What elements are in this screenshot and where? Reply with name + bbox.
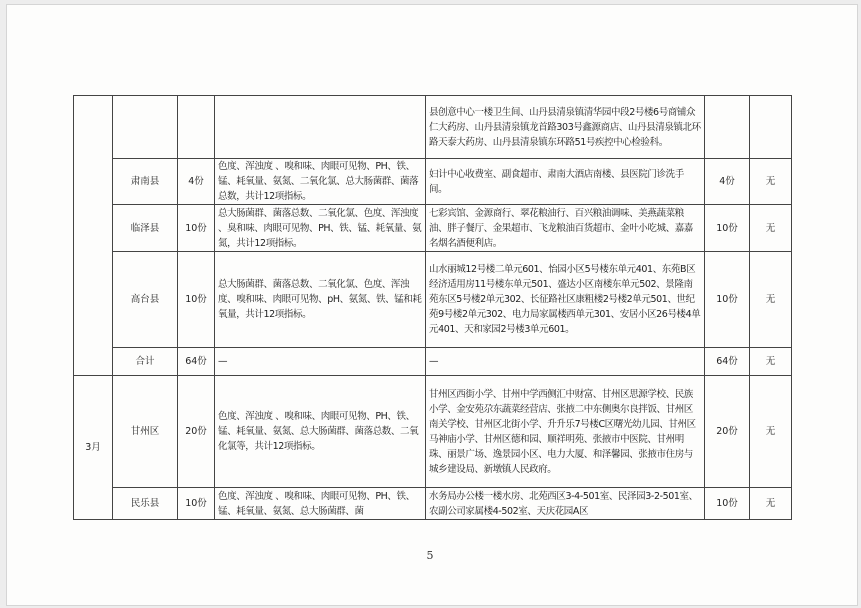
items-cell: — bbox=[215, 348, 426, 376]
table-row bbox=[74, 376, 792, 488]
locations-cell: 水务局办公楼一楼水房、北苑西区3-4-501室、民泽园3-2-501室、农副公司家属楼4-502室、天庆花园A区 bbox=[426, 488, 705, 520]
county-cell: 合计 bbox=[113, 348, 178, 376]
month-cell: 3月 bbox=[74, 376, 113, 520]
items-cell: 总大肠菌群、菌落总数、二氧化氯、色度、浑浊度、嗅和味、肉眼可见物、pH、氨氮、铁、锰和耗氧量，共计12项指标。 bbox=[215, 252, 426, 348]
unqualified-cell: 无 bbox=[750, 348, 792, 376]
unqualified-cell: 无 bbox=[750, 376, 792, 488]
qualified-cell: 20份 bbox=[705, 376, 750, 488]
locations-cell: 七彩宾馆、金源商行、翠花粮油行、百兴粮油调味、美燕蔬菜粮油、胖子餐厅、金果超市、飞龙粮油百货超市、金叶小吃城、嘉嘉名烟名酒便利店。 bbox=[426, 205, 705, 252]
samples-cell: 10份 bbox=[178, 252, 215, 348]
page-number: 5 bbox=[426, 549, 434, 562]
locations-cell: 甘州区西街小学、甘州中学西侧汇中财富、甘州区思源学校、民族小学、金安苑尕东蔬菜经营店、张掖二中东侧奥尔良拌饭、甘州区南关学校、甘州区北街小学、升升乐7号楼C区曙光幼儿园、甘州区马神庙小学、甘州区德和园、顺祥明苑、张掖市中医院、甘州明珠、丽景广场、逸景园小区、电力大厦、和泽馨园、张掖市住房与城乡建设局、新墩镇人民政府。 bbox=[426, 376, 705, 488]
unqualified-cell: 无 bbox=[750, 488, 792, 520]
locations-cell: 山水丽城12号楼二单元601、怡园小区5号楼东单元401、东苑B区经济适用房11号楼东单元501、盛达小区南楼东单元502、景隆南苑东区5号楼2单元302、长征路社区康粗楼2号楼2单元501、世纪苑9号楼2单元302、电力局家属楼西单元301、安居小区26号楼4单元401、天和家园2号楼3单元601。 bbox=[426, 252, 705, 348]
county-cell: 甘州区 bbox=[113, 376, 178, 488]
locations-cell: 县创意中心一楼卫生间、山丹县清泉镇清华园中段2号楼6号商铺众仁大药房、山丹县清泉镇龙首路303号鑫源商店、山丹县清泉镇北环路天泰大药房、山丹县清泉镇东环路51号疾控中心检验科。 bbox=[426, 96, 705, 159]
qualified-cell: 64份 bbox=[705, 348, 750, 376]
items-cell: 色度、浑浊度 、嗅和味、肉眼可见物、PH、铁、锰、耗氧量、氨氮、总大肠菌群、菌 bbox=[215, 488, 426, 520]
qualified-cell: 4份 bbox=[705, 159, 750, 205]
qualified-cell: 10份 bbox=[705, 252, 750, 348]
table-row bbox=[74, 159, 792, 205]
table-row bbox=[74, 348, 792, 376]
locations-cell: — bbox=[426, 348, 705, 376]
county-cell: 临泽县 bbox=[113, 205, 178, 252]
items-cell: 色度、浑浊度 、嗅和味、肉眼可见物、PH、铁、锰、耗氧量、氨氮、总大肠菌群、菌落总数、二氧化氯等，共计12项指标。 bbox=[215, 376, 426, 488]
unqualified-cell: 无 bbox=[750, 205, 792, 252]
qualified-cell: 10份 bbox=[705, 205, 750, 252]
inspection-table bbox=[73, 95, 792, 520]
samples-cell: 10份 bbox=[178, 488, 215, 520]
samples-cell: 10份 bbox=[178, 205, 215, 252]
samples-cell: 20份 bbox=[178, 376, 215, 488]
locations-cell: 妇计中心收费室、副食超市、肃南大酒店南楼、县医院门诊洗手间。 bbox=[426, 159, 705, 205]
table-row bbox=[74, 252, 792, 348]
samples-cell: 4份 bbox=[178, 159, 215, 205]
table-row bbox=[74, 488, 792, 520]
items-cell: 总大肠菌群、菌落总数、二氧化氯、色度、浑浊度 、臭和味、肉眼可见物、PH、铁、锰、耗氧量、氨氮，共计12项指标。 bbox=[215, 205, 426, 252]
qualified-cell: 10份 bbox=[705, 488, 750, 520]
table-row bbox=[74, 205, 792, 252]
month-cell bbox=[74, 96, 113, 376]
table-row bbox=[74, 96, 792, 159]
county-cell: 肃南县 bbox=[113, 159, 178, 205]
county-cell: 高台县 bbox=[113, 252, 178, 348]
unqualified-cell: 无 bbox=[750, 159, 792, 205]
unqualified-cell: 无 bbox=[750, 252, 792, 348]
samples-cell: 64份 bbox=[178, 348, 215, 376]
items-cell: 色度、浑浊度 、嗅和味、肉眼可见物、PH、铁、锰、耗氧量、氨氮、二氧化氯、总大肠菌群、菌落总数，共计12项指标。 bbox=[215, 159, 426, 205]
county-cell: 民乐县 bbox=[113, 488, 178, 520]
